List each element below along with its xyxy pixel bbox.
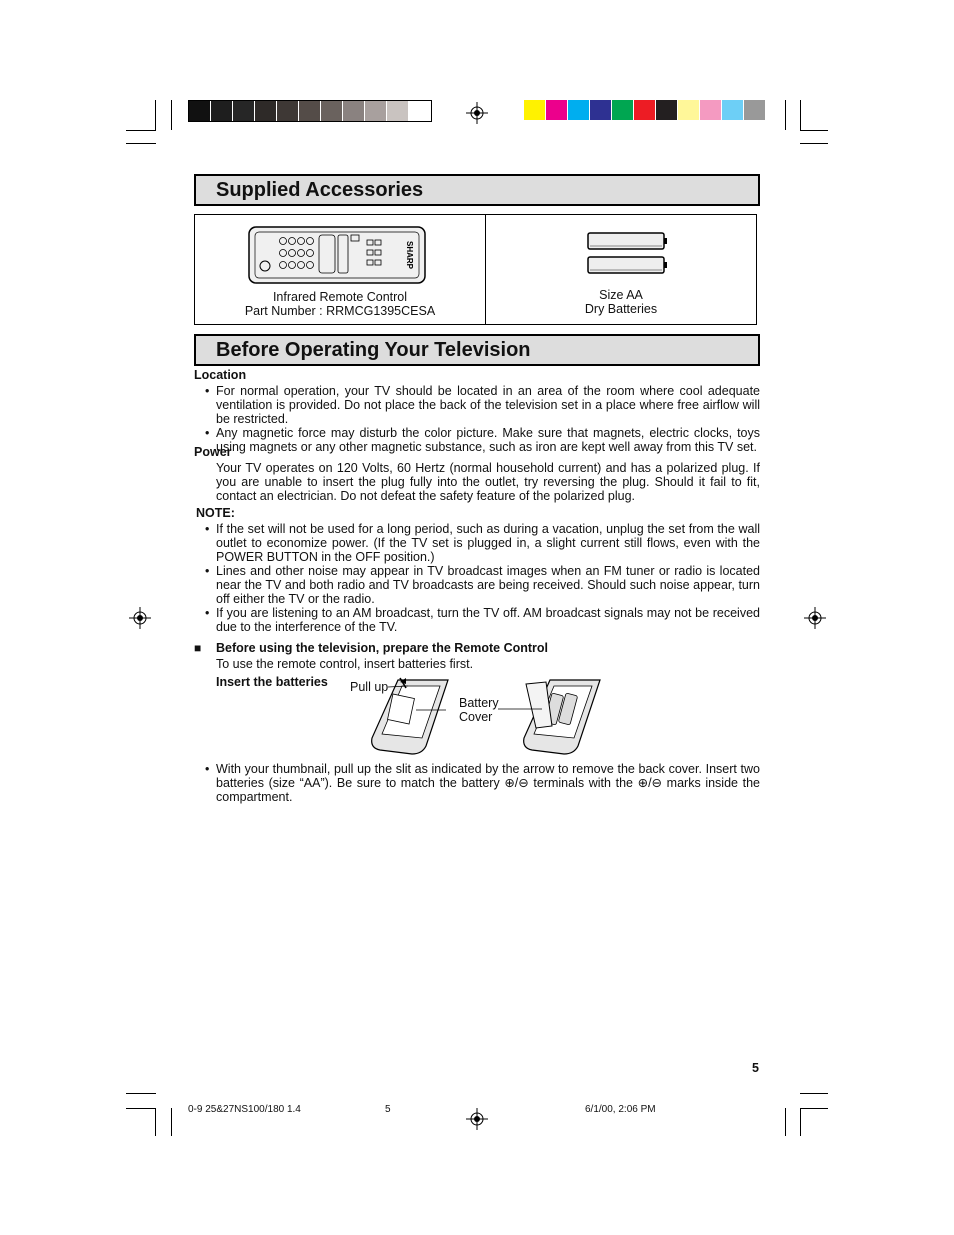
color-swatch (255, 101, 277, 121)
accessory-remote-cell (195, 215, 486, 324)
remote-caption-line1: Infrared Remote Control (272, 290, 408, 304)
color-swatch (189, 101, 211, 121)
location-item-text: Any magnetic force may disturb the color picture. Make sure that magnets, electric clocks, toys using magnets or any other magnetic substance, such as iron are kept well away from this TV set. (216, 426, 760, 454)
color-swatch (612, 100, 634, 120)
color-swatch (744, 100, 766, 120)
list-item: • If the set will not be used for a long period, such as during a vacation, unplug the set from the wall outlet to economize power. (If the TV set is plugged in, a slight current still flows, even with the POWER BUTTON in the OFF position.) (205, 522, 760, 564)
note-heading: NOTE: (196, 506, 235, 520)
color-swatch (700, 100, 722, 120)
color-swatch (321, 101, 343, 121)
registration-mark-icon (129, 607, 151, 629)
remote-prep-heading: Before using the television, prepare the Remote Control (216, 641, 549, 655)
section-title-supplied-accessories: Supplied Accessories (194, 174, 760, 206)
color-swatch (634, 100, 656, 120)
list-item: • If you are listening to an AM broadcast, turn the TV off. AM broadcast signals may not be received due to the interference of the TV. (205, 606, 760, 634)
color-swatch (678, 100, 700, 120)
batteries-caption-line1: Size AA (599, 288, 643, 302)
battery-cover-label-line2: Cover (459, 710, 493, 724)
power-heading: Power (194, 445, 232, 459)
list-item: • Lines and other noise may appear in TV broadcast images when an FM tuner or radio is located near the TV and both radio and TV broadcasts are being received. Should such noise appear, turn off either the TV or the radio. (205, 564, 760, 606)
color-swatch (211, 101, 233, 121)
color-swatch (722, 100, 744, 120)
color-swatch (656, 100, 678, 120)
remote-prep-intro: To use the remote control, insert batteries first. (216, 657, 474, 671)
color-swatch (409, 101, 431, 121)
list-item: • With your thumbnail, pull up the slit as indicated by the arrow to remove the back cover. Insert two batteries (size “AA”). Be sure to match the battery ⊕/⊖ terminals with the ⊕/⊖ marks inside the compartment. (205, 762, 760, 804)
accessories-table (194, 214, 757, 325)
color-swatch (387, 101, 409, 121)
remote-brand-label: SHARP (405, 240, 414, 270)
color-swatch (568, 100, 590, 120)
registration-mark-icon (466, 1108, 488, 1130)
pull-up-label: Pull up (350, 680, 389, 694)
registration-mark-icon (466, 102, 488, 124)
color-swatch (524, 100, 546, 120)
location-item-text: For normal operation, your TV should be located in an area of the room where cool adequate ventilation is provided. Do not place the back of the television set in a place where free airflow will be restricted. (216, 384, 760, 426)
instruction-text: With your thumbnail, pull up the slit as indicated by the arrow to remove the back cover. Insert two batteries (size “AA”). Be sure to match the battery ⊕/⊖ terminals with the ⊕/⊖ marks inside the compartment. (216, 762, 760, 804)
list-item: • For normal operation, your TV should be located in an area of the room where cool adequate ventilation is provided. Do not place the back of the television set in a place where free airflow will be restricted. (205, 384, 760, 426)
remote-open-compartment-icon (524, 680, 600, 754)
page-number: 5 (752, 1061, 759, 1075)
batteries-caption-line2: Dry Batteries (584, 302, 658, 316)
remote-back-cover-icon (372, 678, 448, 754)
list-item: • Any magnetic force may disturb the color picture. Make sure that magnets, electric clocks, toys using magnets or any other magnetic substance, such as iron are kept well away from this TV set. (205, 426, 760, 454)
instruction-list (205, 762, 760, 804)
battery-icon (586, 231, 668, 277)
note-list (205, 522, 760, 634)
registration-mark-icon (804, 607, 826, 629)
color-swatch (590, 100, 612, 120)
insert-batteries-heading: Insert the batteries (216, 675, 328, 689)
battery-insert-illustration (360, 676, 610, 758)
color-swatch (343, 101, 365, 121)
footer-file-name: 0-9 25&27NS100/180 1.4 (188, 1104, 301, 1115)
footer-page: 5 (385, 1104, 391, 1115)
color-swatch (277, 101, 299, 121)
accessory-batteries-cell (486, 215, 756, 324)
color-swatch (546, 100, 568, 120)
battery-cover-label-line1: Battery (459, 696, 499, 710)
remote-control-icon (247, 225, 427, 285)
color-swatch (233, 101, 255, 121)
note-item-text: Lines and other noise may appear in TV broadcast images when an FM tuner or radio is located near the TV and both radio and TV broadcasts are being received. Should such noise appear, turn off either the TV or the radio. (216, 564, 760, 606)
footer-timestamp: 6/1/00, 2:06 PM (585, 1104, 656, 1115)
location-list (205, 384, 760, 454)
location-heading: Location (194, 368, 247, 382)
square-bullet-icon: ■ (194, 641, 202, 655)
note-item-text: If the set will not be used for a long period, such as during a vacation, unplug the set from the wall outlet to economize power. (If the TV set is plugged in, a slight current still flows, even with the POWER BUTTON in the OFF position.) (216, 522, 760, 564)
remote-caption-line2: Part Number : RRMCG1395CESA (244, 304, 436, 318)
color-swatch (299, 101, 321, 121)
section-title-before-operating: Before Operating Your Television (194, 334, 760, 366)
grayscale-calibration-bar (188, 100, 432, 122)
power-text: Your TV operates on 120 Volts, 60 Hertz (normal household current) and has a polarized plug. If you are unable to insert the plug fully into the outlet, try reversing the plug. Should it fail to fit, contact an electrician. Do not defeat the safety feature of the polarized plug. (216, 461, 760, 503)
color-swatch (365, 101, 387, 121)
color-calibration-bar (524, 100, 766, 120)
note-item-text: If you are listening to an AM broadcast, turn the TV off. AM broadcast signals may not be received due to the interference of the TV. (216, 606, 760, 634)
